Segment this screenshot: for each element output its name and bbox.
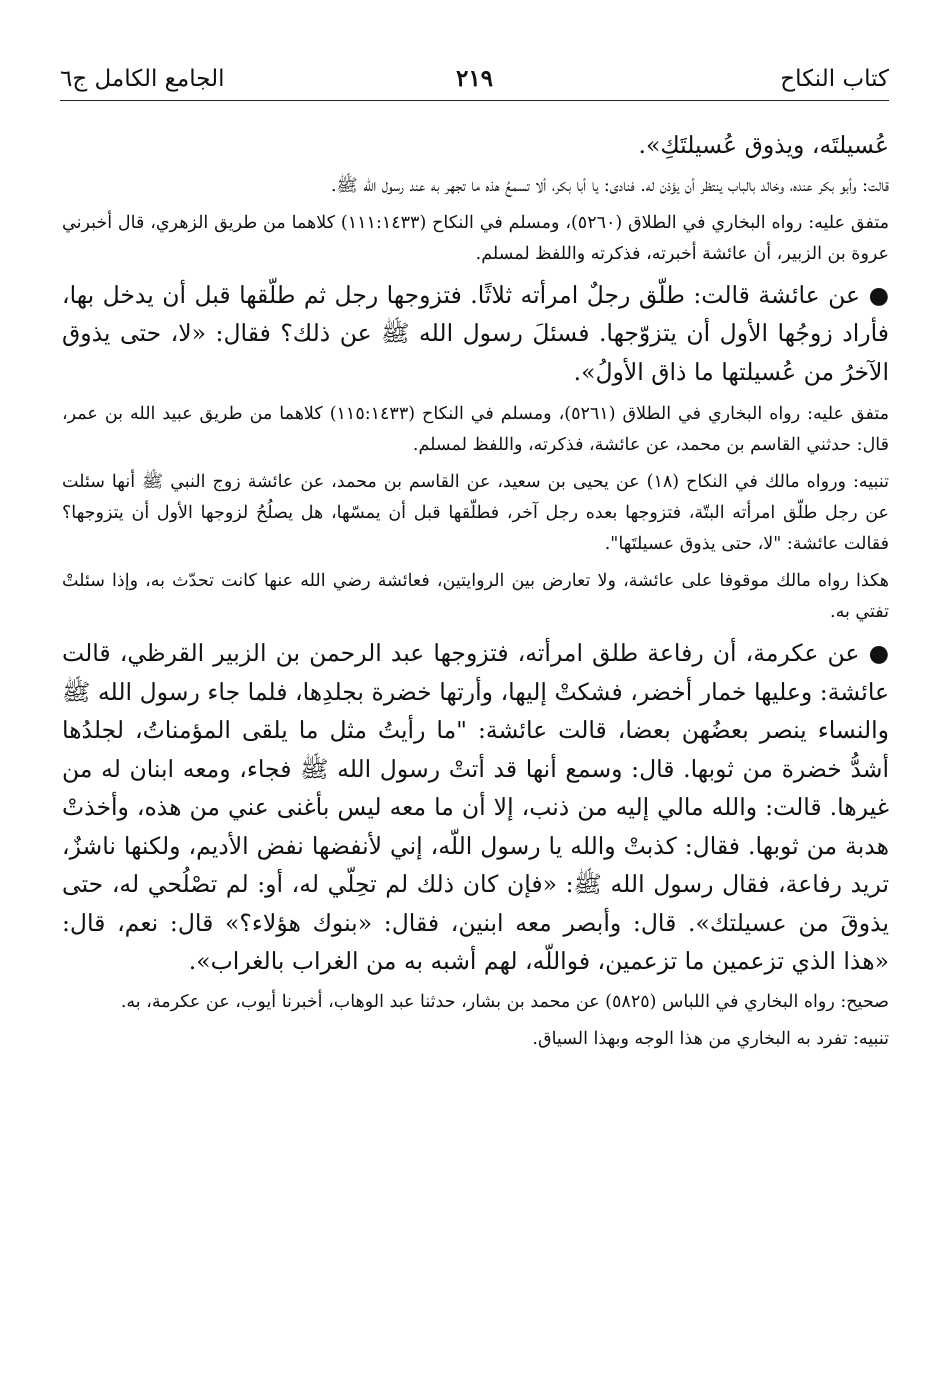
narration-text: قالت: وأبو بكر عنده، وخالد بالباب ينتظر أن يؤذن له. فنادى: يا أبا بكر، ألا تسمعُ هذه ما تجهر به عند رسول الله ﷺ.: [330, 175, 889, 196]
takhrij-note: متفق عليه: رواه البخاري في الطلاق (٥٢٦١)، ومسلم في النكاح (١١٥:١٤٣٣) كلاهما من طريق عبيد الله بن عمر، قال: حدثني القاسم بن محمد، عن عائشة، فذكرته، واللفظ لمسلم.: [62, 404, 890, 455]
tanbih-note: تنبيه: تفرد به البخاري من هذا الوجه وبهذا السياق.: [532, 1028, 889, 1049]
hadith-ikrima: ● عن عكرمة، أن رفاعة طلق امرأته، فتزوجها عبد الرحمن بن الزبير القرظي، قالت عائشة: وعليها خمار أخضر، فشكتْ إليها، وأرتها خضرة بجلدِها، فلما جاء رسول الله ﷺ والنساء ينصر بعضُهن بعضا، قالت عائشة: "ما رأيتُ مثل ما يلقى المؤمناتُ، لجلدُها أشدُّ خضرة من ثوبها. قال: وسمع أنها قد أتتْ رسول الله ﷺ فجاء، ومعه ابنان له من غيرها. قالت: والله مالي إليه من ذنب، إلا أن ما معه ليس بأغنى عني من هذه، وأخذتْ هدبة من ثوبها. فقال: كذبتْ والله يا رسول اللّه، إني لأنفضها نفض الأديم، ولكنها ناشزٌ، تريد رفاعة، فقال رسول الله ﷺ: «فإن كان ذلك لم تحِلّي له، أو: لم تصْلُحي له، حتى يذوقَ من عسيلتك». قال: وأبصر معه ابنين، فقال: «بنوك هؤلاء؟» قال: نعم، قال: «هذا الذي تزعمين ما تزعمين، فواللّه، لهم أشبه به من الغراب بالغراب».: [62, 639, 889, 975]
commentary-note: هكذا رواه مالك موقوفا على عائشة، ولا تعارض بين الروايتين، فعائشة رضي الله عنها كانت تحدّث به، وإذا سئلتْ تفتي به.: [62, 571, 889, 622]
page-number: ٢١٩: [455, 65, 494, 92]
hadith-aisha: ● عن عائشة قالت: طلّق رجلٌ امرأته ثلاثًا. فتزوجها رجل ثم طلّقها قبل أن يدخل بها، فأراد زوجُها الأول أن يتزوّجها. فسئلَ رسول الله ﷺ عن ذلك؟ فقال: «لا، حتى يذوق الآخرُ من عُسيلتها ما ذاق الأولُ».: [62, 280, 889, 386]
book-chapter-title: كتاب النكاح: [780, 66, 889, 92]
hadith-continuation: عُسيلتَه، ويذوق عُسيلتَكِ».: [638, 131, 889, 159]
sahih-note: صحيح: رواه البخاري في اللباس (٥٨٢٥) عن محمد بن بشار، حدثنا عبد الوهاب، أخبرنا أيوب، عن عكرمة، به.: [120, 991, 889, 1012]
page-body: [62, 126, 889, 1055]
page-header: [60, 54, 889, 100]
book-volume-title: الجامع الكامل ج٦: [60, 66, 225, 92]
header-divider: [60, 100, 889, 101]
takhrij-note: متفق عليه: رواه البخاري في الطلاق (٥٢٦٠)، ومسلم في النكاح (١١١:١٤٣٣) كلاهما من طريق الزهري، قال أخبرني عروة بن الزبير، أن عائشة أخبرته، فذكرته واللفظ لمسلم.: [62, 212, 889, 264]
tanbih-note: تنبيه: ورواه مالك في النكاح (١٨) عن يحيى بن سعيد، عن القاسم بن محمد، عن عائشة زوج النبي ﷺ أنها سئلت عن رجل طلّق امرأته البتّة، فتزوجها بعده رجل آخر، فطلّقها قبل أن يمسّها، هل يصلُحُ لزوجها الأول أن يتزوجها؟ فقالت عائشة: "لا، حتى يذوق عسيلتَها".: [62, 472, 889, 554]
